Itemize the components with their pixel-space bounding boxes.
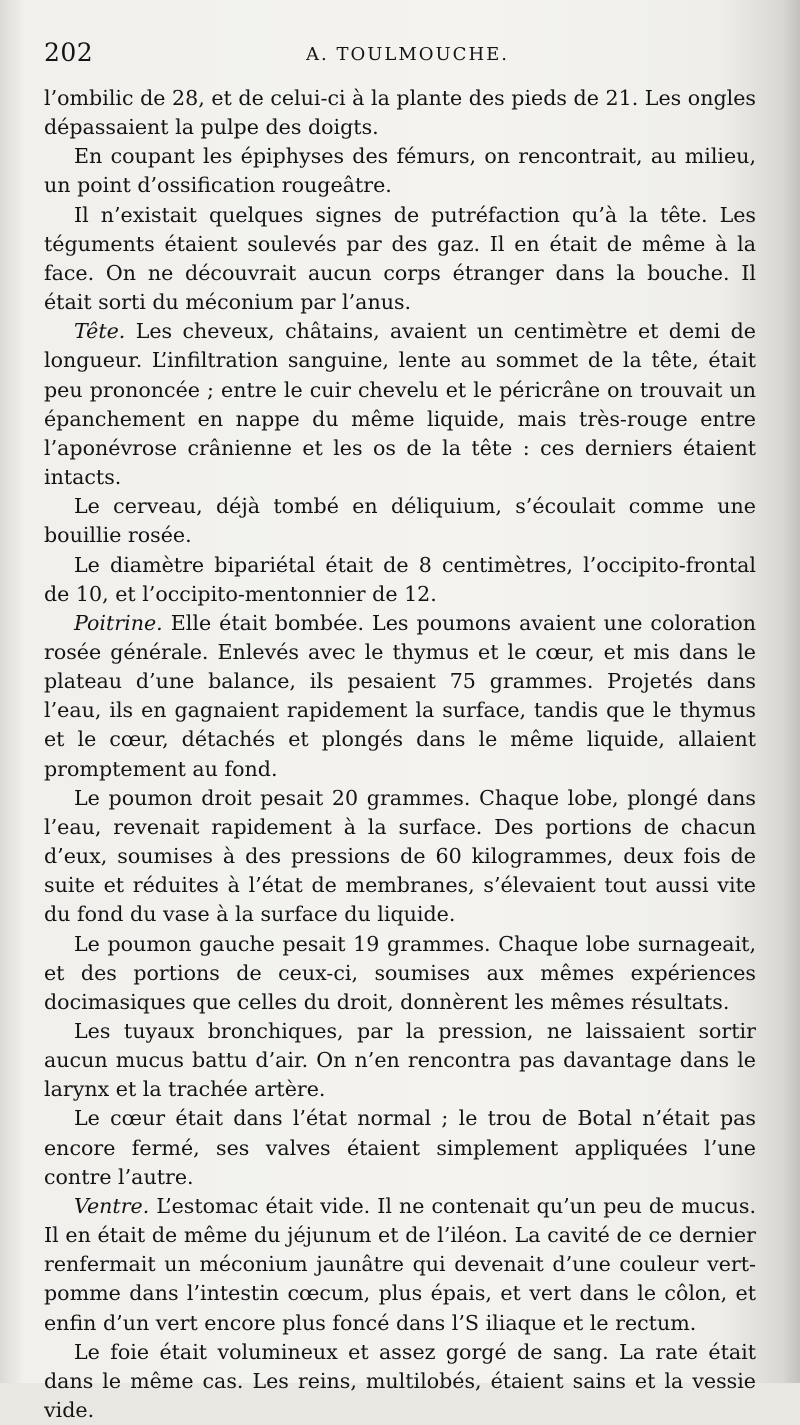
page-header <box>44 38 760 74</box>
paragraph: Les tuyaux bronchiques, par la pression, ne laissaient sortir aucun mucus battu d’air. On n’en rencontra pas davantage dans le larynx et la trachée artère. <box>44 1019 756 1102</box>
paragraph: Le poumon gauche pesait 19 grammes. Chaque lobe surnageait, et des portions de ceux-ci, soumises aux mêmes expériences docimasiques que celles du droit, donnèrent les mêmes résultats. <box>44 931 756 1014</box>
paragraph: Le diamètre bipariétal était de 8 centimètres, l’occipito-frontal de 10, et l’occipito-mentonnier de 12. <box>44 552 756 606</box>
paragraph: l’ombilic de 28, et de celui-ci à la plante des pieds de 21. Les ongles dépassaient la pulpe des doigts. <box>44 86 756 140</box>
paragraph: Le cerveau, déjà tombé en déliquium, s’écoulait comme une bouillie rosée. <box>44 494 756 548</box>
section-lead: Ventre. <box>74 1193 150 1218</box>
paragraph: Le poumon droit pesait 20 grammes. Chaque lobe, plongé dans l’eau, revenait rapidement à la surface. Des portions de chacun d’eux, soumises à des pressions de 60 kilogrammes, deux fois de suite et réduites à l’état de membranes, s’élevaient tout aussi vite du fond du vase à la surface du liquide. <box>44 785 756 927</box>
body-text <box>44 84 756 1425</box>
paragraph: Poitrine. Elle était bombée. Les poumons avaient une coloration rosée générale. Enlevés avec le thymus et le cœur, et mis dans le plateau d’une balance, ils pesaient 75 grammes. Projetés dans l’eau, ils en gagnaient rapidement la surface, tandis que le thymus et le cœur, détachés et plongés dans le même liquide, allaient promptement au fond. <box>44 610 756 781</box>
section-lead: Poitrine. <box>74 610 163 635</box>
page-edge-shadow <box>782 0 800 1383</box>
page-number: 202 <box>44 38 94 67</box>
running-head: A. TOULMOUCHE. <box>306 44 510 65</box>
paragraph: Il n’existait quelques signes de putréfaction qu’à la tête. Les téguments étaient soulevés par des gaz. Il en était de même à la face. On ne découvrait aucun corps étranger dans la bouche. Il était sorti du méconium par l’anus. <box>44 202 756 315</box>
section-lead: Tête. <box>74 319 126 344</box>
paragraph: Tête. Les cheveux, châtains, avaient un centimètre et demi de longueur. L’infiltration sanguine, lente au sommet de la tête, était peu prononcée ; entre le cuir chevelu et le péricrâne on trouvait un épanchement en nappe du même liquide, mais très-rouge entre l’aponévrose crânienne et les os de la tête : ces derniers étaient intacts. <box>44 319 756 490</box>
paragraph: Le foie était volumineux et assez gorgé de sang. La rate était dans le même cas. Les reins, multilobés, étaient sains et la vessie vide. <box>44 1339 756 1423</box>
paragraph: Le cœur était dans l’état normal ; le trou de Botal n’était pas encore fermé, ses valves étaient simplement appliquées l’une contre l’autre. <box>44 1106 756 1189</box>
paragraph: Ventre. L’estomac était vide. Il ne contenait qu’un peu de mucus. Il en était de même du jéjunum et de l’iléon. La cavité de ce dernier renfermait un méconium jaunâtre qui devenait d’une couleur vert-pomme dans l’intestin cœcum, plus épais, et vert dans le côlon, et enfin d’un vert encore plus foncé dans l’S iliaque et le rectum. <box>44 1193 756 1335</box>
paragraph: En coupant les épiphyses des fémurs, on rencontrait, au milieu, un point d’ossification rougeâtre. <box>44 144 756 198</box>
